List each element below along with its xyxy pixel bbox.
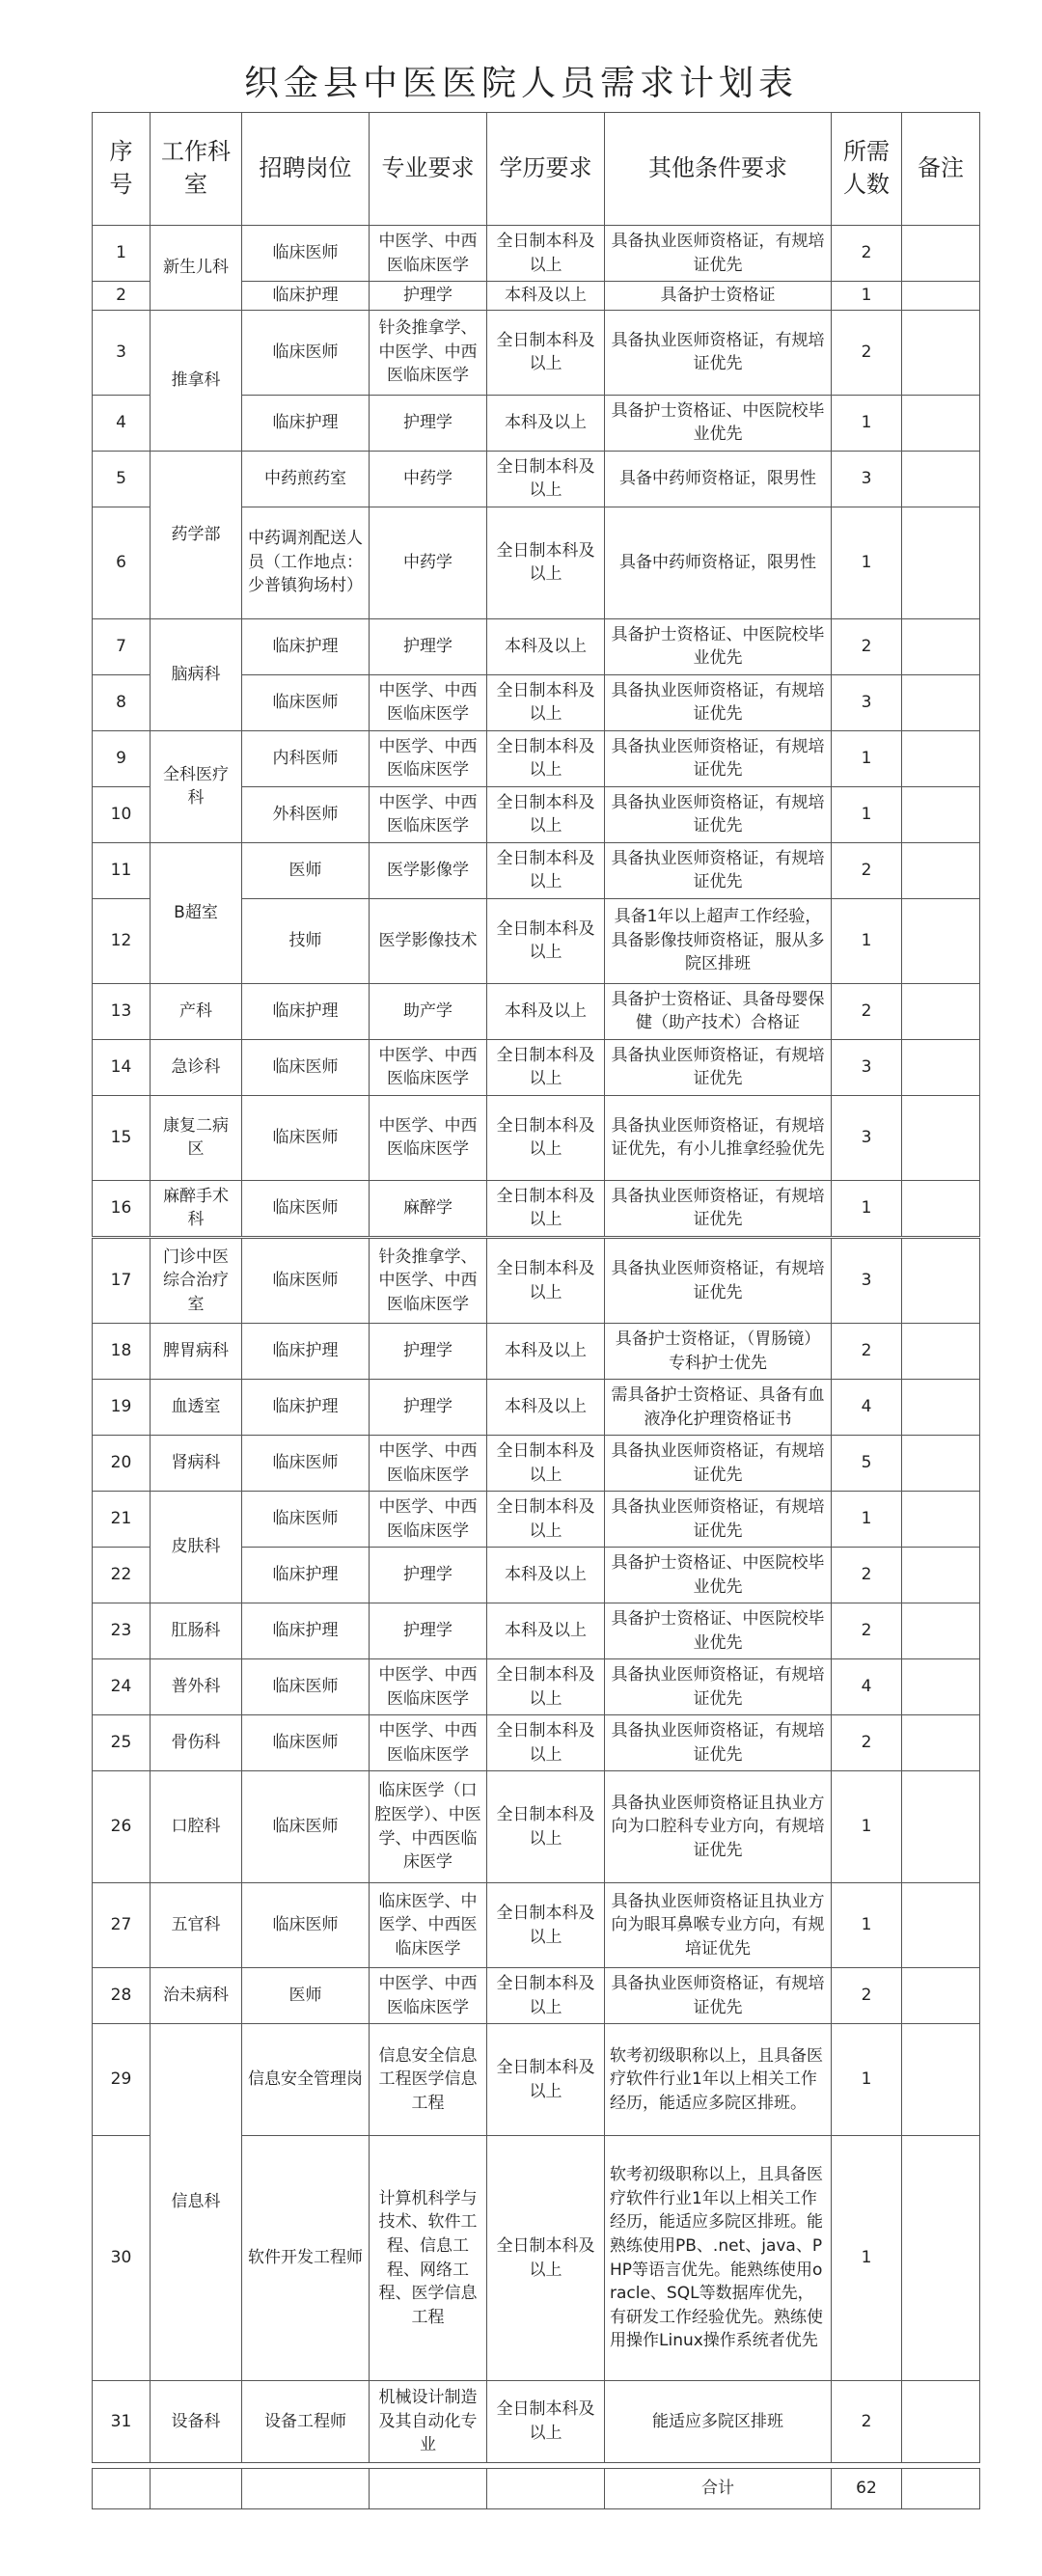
row-number: 21 [93,1492,151,1548]
position-cell: 医师 [242,842,370,898]
table-row [93,1968,980,2024]
department-cell: 皮肤科 [151,1492,242,1603]
headcount-cell: 3 [832,674,902,730]
table-row [93,226,980,282]
position-cell: 临床护理 [242,1603,370,1659]
position-cell: 临床医师 [242,1436,370,1492]
position-cell: 中药调剂配送人员（工作地点：少普镇狗场村） [242,507,370,618]
headcount-cell: 1 [832,898,902,983]
position-cell: 技师 [242,898,370,983]
department-cell: 肾病科 [151,1436,242,1492]
table-row [93,983,980,1039]
headcount-cell: 2 [832,226,902,282]
education-requirement-cell: 本科及以上 [487,1603,605,1659]
table-row [93,1436,980,1492]
education-requirement-cell: 全日制本科及以上 [487,1239,605,1324]
remark-cell [902,1548,980,1603]
major-requirement-cell: 中药学 [370,507,487,618]
other-requirement-cell: 具备执业医师资格证，有规培证优先 [605,1492,832,1548]
row-number: 31 [93,2381,151,2463]
position-cell: 临床护理 [242,1548,370,1603]
headcount-cell: 2 [832,1715,902,1771]
department-cell: 骨伤科 [151,1715,242,1771]
remark-cell [902,618,980,674]
row-number: 27 [93,1883,151,1968]
empty-cell [370,2469,487,2509]
page-title: 织金县中医医院人员需求计划表 [243,64,798,103]
position-cell: 软件开发工程师 [242,2136,370,2381]
remark-cell [902,282,980,311]
other-requirement-cell: 具备执业医师资格证，有规培证优先 [605,1436,832,1492]
position-cell: 临床医师 [242,310,370,395]
department-cell: 脾胃病科 [151,1324,242,1380]
headcount-cell: 5 [832,1436,902,1492]
column-header [832,113,902,226]
other-requirement-cell: 具备执业医师资格证，有规培证优先 [605,226,832,282]
table-header-row [93,113,980,226]
remark-cell [902,1715,980,1771]
remark-cell [902,1968,980,2024]
column-header-line: 招聘岗位 [259,154,352,182]
column-header-line: 号 [109,171,133,198]
headcount-cell: 2 [832,1968,902,2024]
department-cell: 麻醉手术科 [151,1180,242,1236]
other-requirement-cell: 具备执业医师资格证，有规培证优先，有小儿推拿经验优先 [605,1095,832,1180]
position-cell: 信息安全管理岗 [242,2024,370,2136]
major-requirement-cell: 中医学、中西医临床医学 [370,1715,487,1771]
remark-cell [902,898,980,983]
table-row [93,2381,980,2463]
major-requirement-cell: 医学影像技术 [370,898,487,983]
other-requirement-cell: 具备护士资格证、中医院校毕业优先 [605,395,832,451]
position-cell: 临床护理 [242,618,370,674]
row-number: 18 [93,1324,151,1380]
row-number: 28 [93,1968,151,2024]
department-cell: 推拿科 [151,310,242,451]
other-requirement-cell: 具备执业医师资格证，有规培证优先 [605,1659,832,1715]
headcount-cell: 1 [832,507,902,618]
row-number: 4 [93,395,151,451]
row-number: 2 [93,282,151,311]
education-requirement-cell: 本科及以上 [487,1324,605,1380]
other-requirement-cell: 具备护士资格证、中医院校毕业优先 [605,618,832,674]
other-requirement-cell: 具备执业医师资格证，有规培证优先 [605,786,832,842]
department-cell: 普外科 [151,1659,242,1715]
education-requirement-cell: 本科及以上 [487,1548,605,1603]
major-requirement-cell: 护理学 [370,395,487,451]
other-requirement-cell: 具备执业医师资格证，有规培证优先 [605,1715,832,1771]
department-cell: 药学部 [151,451,242,618]
education-requirement-cell: 全日制本科及以上 [487,507,605,618]
row-number: 7 [93,618,151,674]
major-requirement-cell: 护理学 [370,1380,487,1436]
department-cell: 五官科 [151,1883,242,1968]
remark-cell [902,1039,980,1095]
recruitment-table-part-1 [92,112,980,1237]
table-row [93,618,980,674]
column-header [605,113,832,226]
other-requirement-cell: 具备执业医师资格证且执业方向为口腔科专业方向，有规培证优先 [605,1771,832,1883]
table-row [93,310,980,395]
table-row [93,451,980,507]
row-number: 12 [93,898,151,983]
column-header [902,113,980,226]
position-cell: 设备工程师 [242,2381,370,2463]
empty-cell [93,2469,151,2509]
major-requirement-cell: 医学影像学 [370,842,487,898]
row-number: 19 [93,1380,151,1436]
column-header [151,113,242,226]
department-cell: 产科 [151,983,242,1039]
major-requirement-cell: 针灸推拿学、中医学、中西医临床医学 [370,310,487,395]
education-requirement-cell: 全日制本科及以上 [487,310,605,395]
major-requirement-cell: 临床医学、中医学、中西医临床医学 [370,1883,487,1968]
table-row [93,1239,980,1324]
empty-cell [487,2469,605,2509]
remark-cell [902,1180,980,1236]
major-requirement-cell: 护理学 [370,1603,487,1659]
department-cell: 信息科 [151,2024,242,2381]
position-cell: 临床护理 [242,1324,370,1380]
row-number: 13 [93,983,151,1039]
table-row [93,1659,980,1715]
major-requirement-cell: 中医学、中西医临床医学 [370,1436,487,1492]
row-number: 8 [93,674,151,730]
headcount-cell: 2 [832,983,902,1039]
other-requirement-cell: 软考初级职称以上，且具备医疗软件行业1年以上相关工作经历，能适应多院区排班。能熟练使用PB、.net、java、PHP等语言优先。能熟练使用oracle、SQL等数据库优先，有研发工作经验优先。熟练使用操作Linux操作系统者优先 [605,2136,832,2381]
education-requirement-cell: 全日制本科及以上 [487,2381,605,2463]
headcount-cell: 2 [832,1548,902,1603]
education-requirement-cell: 本科及以上 [487,983,605,1039]
education-requirement-cell: 全日制本科及以上 [487,1436,605,1492]
major-requirement-cell: 中医学、中西医临床医学 [370,1492,487,1548]
other-requirement-cell: 具备执业医师资格证，有规培证优先 [605,674,832,730]
education-requirement-cell: 全日制本科及以上 [487,1715,605,1771]
column-header-line: 工作科 [161,138,231,166]
headcount-cell: 1 [832,1492,902,1548]
total-label: 合计 [605,2469,832,2509]
position-cell: 中药煎药室 [242,451,370,507]
position-cell: 临床医师 [242,1492,370,1548]
major-requirement-cell: 麻醉学 [370,1180,487,1236]
headcount-cell: 2 [832,618,902,674]
position-cell: 医师 [242,1968,370,2024]
department-cell: 设备科 [151,2381,242,2463]
education-requirement-cell: 全日制本科及以上 [487,898,605,983]
position-cell: 临床护理 [242,983,370,1039]
remark-cell [902,1239,980,1324]
headcount-cell: 3 [832,1039,902,1095]
headcount-cell: 1 [832,1180,902,1236]
row-number: 15 [93,1095,151,1180]
position-cell: 临床护理 [242,395,370,451]
column-header-line: 学历要求 [499,154,592,182]
remark-cell [902,1603,980,1659]
department-cell: 治未病科 [151,1968,242,2024]
table-row [93,1380,980,1436]
table-row [93,1039,980,1095]
row-number: 23 [93,1603,151,1659]
column-header [93,113,151,226]
table-row [93,1603,980,1659]
education-requirement-cell: 全日制本科及以上 [487,1968,605,2024]
position-cell: 临床医师 [242,1180,370,1236]
remark-cell [902,1380,980,1436]
position-cell: 临床医师 [242,1883,370,1968]
headcount-cell: 2 [832,1603,902,1659]
major-requirement-cell: 中医学、中西医临床医学 [370,674,487,730]
department-cell: 急诊科 [151,1039,242,1095]
major-requirement-cell: 中医学、中西医临床医学 [370,786,487,842]
empty-cell [242,2469,370,2509]
row-number: 20 [93,1436,151,1492]
recruitment-table-part-2 [92,1238,980,2463]
headcount-cell: 2 [832,310,902,395]
other-requirement-cell: 具备护士资格证，（胃肠镜）专科护士优先 [605,1324,832,1380]
other-requirement-cell: 具备护士资格证、具备母婴保健（助产技术）合格证 [605,983,832,1039]
remark-cell [902,983,980,1039]
remark-cell [902,1883,980,1968]
remark-cell [902,1436,980,1492]
major-requirement-cell: 护理学 [370,618,487,674]
column-header-line: 室 [184,171,207,198]
other-requirement-cell: 能适应多院区排班 [605,2381,832,2463]
position-cell: 临床医师 [242,226,370,282]
education-requirement-cell: 全日制本科及以上 [487,842,605,898]
other-requirement-cell: 具备中药师资格证，限男性 [605,507,832,618]
column-header [370,113,487,226]
row-number: 25 [93,1715,151,1771]
other-requirement-cell: 具备执业医师资格证，有规培证优先 [605,1239,832,1324]
column-header-line: 所需 [843,138,890,166]
other-requirement-cell: 具备执业医师资格证，有规培证优先 [605,310,832,395]
row-number: 30 [93,2136,151,2381]
remark-cell [902,2381,980,2463]
other-requirement-cell: 具备执业医师资格证且执业方向为眼耳鼻喉专业方向，有规培证优先 [605,1883,832,1968]
row-number: 10 [93,786,151,842]
total-table [92,2468,980,2509]
other-requirement-cell: 具备护士资格证、中医院校毕业优先 [605,1603,832,1659]
column-header [242,113,370,226]
education-requirement-cell: 全日制本科及以上 [487,1180,605,1236]
headcount-cell: 4 [832,1380,902,1436]
education-requirement-cell: 本科及以上 [487,618,605,674]
major-requirement-cell: 中医学、中西医临床医学 [370,1039,487,1095]
headcount-cell: 1 [832,282,902,311]
department-cell: 口腔科 [151,1771,242,1883]
department-cell: 肛肠科 [151,1603,242,1659]
other-requirement-cell: 具备执业医师资格证，有规培证优先 [605,730,832,786]
major-requirement-cell: 助产学 [370,983,487,1039]
headcount-cell: 3 [832,451,902,507]
major-requirement-cell: 护理学 [370,1324,487,1380]
position-cell: 临床医师 [242,1715,370,1771]
table-row [93,1883,980,1968]
row-number: 5 [93,451,151,507]
remark-cell [902,1659,980,1715]
remark-cell [902,310,980,395]
education-requirement-cell: 全日制本科及以上 [487,451,605,507]
position-cell: 临床护理 [242,282,370,311]
headcount-cell: 3 [832,1239,902,1324]
total-row [93,2469,980,2509]
remark-cell [902,786,980,842]
table-row [93,1324,980,1380]
education-requirement-cell: 全日制本科及以上 [487,730,605,786]
department-cell: 脑病科 [151,618,242,730]
row-number: 1 [93,226,151,282]
headcount-cell: 1 [832,786,902,842]
education-requirement-cell: 全日制本科及以上 [487,786,605,842]
row-number: 11 [93,842,151,898]
education-requirement-cell: 本科及以上 [487,1380,605,1436]
education-requirement-cell: 本科及以上 [487,282,605,311]
headcount-cell: 1 [832,2024,902,2136]
position-cell: 临床医师 [242,674,370,730]
headcount-cell: 2 [832,842,902,898]
remark-cell [902,1771,980,1883]
other-requirement-cell: 具备护士资格证、中医院校毕业优先 [605,1548,832,1603]
other-requirement-cell: 具备执业医师资格证，有规培证优先 [605,1180,832,1236]
remark-cell [902,1095,980,1180]
other-requirement-cell: 具备执业医师资格证，有规培证优先 [605,1039,832,1095]
column-header-line: 备注 [918,154,964,182]
row-number: 22 [93,1548,151,1603]
remark-cell [902,1324,980,1380]
headcount-cell: 2 [832,1324,902,1380]
row-number: 6 [93,507,151,618]
row-number: 16 [93,1180,151,1236]
position-cell: 临床医师 [242,1095,370,1180]
department-cell: 全科医疗科 [151,730,242,842]
remark-cell [902,842,980,898]
table-row [93,1492,980,1548]
other-requirement-cell: 具备执业医师资格证，有规培证优先 [605,1968,832,2024]
other-requirement-cell: 具备执业医师资格证，有规培证优先 [605,842,832,898]
education-requirement-cell: 全日制本科及以上 [487,2136,605,2381]
column-header-line: 专业要求 [381,154,475,182]
other-requirement-cell: 具备1年以上超声工作经验，具备影像技师资格证，服从多院区排班 [605,898,832,983]
major-requirement-cell: 护理学 [370,1548,487,1603]
table-row [93,1180,980,1236]
education-requirement-cell: 全日制本科及以上 [487,226,605,282]
position-cell: 临床医师 [242,1771,370,1883]
position-cell: 临床护理 [242,1380,370,1436]
education-requirement-cell: 全日制本科及以上 [487,1095,605,1180]
remark-cell [902,507,980,618]
remark-cell [902,395,980,451]
remark-cell [902,1492,980,1548]
department-cell: 血透室 [151,1380,242,1436]
position-cell: 内科医师 [242,730,370,786]
other-requirement-cell: 具备中药师资格证，限男性 [605,451,832,507]
column-header-line: 其他条件要求 [648,154,787,182]
row-number: 3 [93,310,151,395]
major-requirement-cell: 信息安全信息工程医学信息工程 [370,2024,487,2136]
education-requirement-cell: 全日制本科及以上 [487,1659,605,1715]
remark-cell [902,451,980,507]
education-requirement-cell: 全日制本科及以上 [487,1771,605,1883]
headcount-cell: 1 [832,2136,902,2381]
major-requirement-cell: 中医学、中西医临床医学 [370,730,487,786]
headcount-cell: 1 [832,395,902,451]
major-requirement-cell: 中药学 [370,451,487,507]
table-row [93,730,980,786]
table-row [93,842,980,898]
row-number: 14 [93,1039,151,1095]
remark-cell [902,2136,980,2381]
education-requirement-cell: 本科及以上 [487,395,605,451]
education-requirement-cell: 全日制本科及以上 [487,1492,605,1548]
major-requirement-cell: 中医学、中西医临床医学 [370,1659,487,1715]
department-cell: 门诊中医综合治疗室 [151,1239,242,1324]
row-number: 26 [93,1771,151,1883]
remark-cell [902,730,980,786]
department-cell: 新生儿科 [151,226,242,311]
headcount-cell: 3 [832,1095,902,1180]
department-cell: 康复二病区 [151,1095,242,1180]
table-row [93,1095,980,1180]
education-requirement-cell: 全日制本科及以上 [487,1039,605,1095]
row-number: 9 [93,730,151,786]
headcount-cell: 1 [832,730,902,786]
education-requirement-cell: 全日制本科及以上 [487,674,605,730]
remark-cell [902,226,980,282]
row-number: 24 [93,1659,151,1715]
other-requirement-cell: 需具备护士资格证、具备有血液净化护理资格证书 [605,1380,832,1436]
major-requirement-cell: 针灸推拿学、中医学、中西医临床医学 [370,1239,487,1324]
row-number: 17 [93,1239,151,1324]
other-requirement-cell: 软考初级职称以上，且具备医疗软件行业1年以上相关工作经历，能适应多院区排班。 [605,2024,832,2136]
table-row [93,1771,980,1883]
major-requirement-cell: 中医学、中西医临床医学 [370,1968,487,2024]
position-cell: 临床医师 [242,1039,370,1095]
major-requirement-cell: 中医学、中西医临床医学 [370,226,487,282]
headcount-cell: 1 [832,1771,902,1883]
empty-cell [151,2469,242,2509]
remark-cell [902,2024,980,2136]
row-number: 29 [93,2024,151,2136]
remark-cell [902,674,980,730]
major-requirement-cell: 中医学、中西医临床医学 [370,1095,487,1180]
headcount-cell: 2 [832,2381,902,2463]
headcount-cell: 1 [832,1883,902,1968]
headcount-cell: 4 [832,1659,902,1715]
major-requirement-cell: 临床医学（口腔医学）、中医学、中西医临床医学 [370,1771,487,1883]
position-cell: 临床医师 [242,1659,370,1715]
remark-cell [902,2469,980,2509]
column-header [487,113,605,226]
major-requirement-cell: 计算机科学与技术、软件工程、信息工程、网络工程、医学信息工程 [370,2136,487,2381]
table-row [93,2024,980,2136]
column-header-line: 人数 [843,171,890,198]
column-header-line: 序 [109,138,133,166]
major-requirement-cell: 机械设计制造及其自动化专业 [370,2381,487,2463]
department-cell: B超室 [151,842,242,983]
education-requirement-cell: 全日制本科及以上 [487,2024,605,2136]
position-cell: 临床医师 [242,1239,370,1324]
education-requirement-cell: 全日制本科及以上 [487,1883,605,1968]
position-cell: 外科医师 [242,786,370,842]
other-requirement-cell: 具备护士资格证 [605,282,832,311]
table-row [93,1715,980,1771]
major-requirement-cell: 护理学 [370,282,487,311]
total-value: 62 [832,2469,902,2509]
